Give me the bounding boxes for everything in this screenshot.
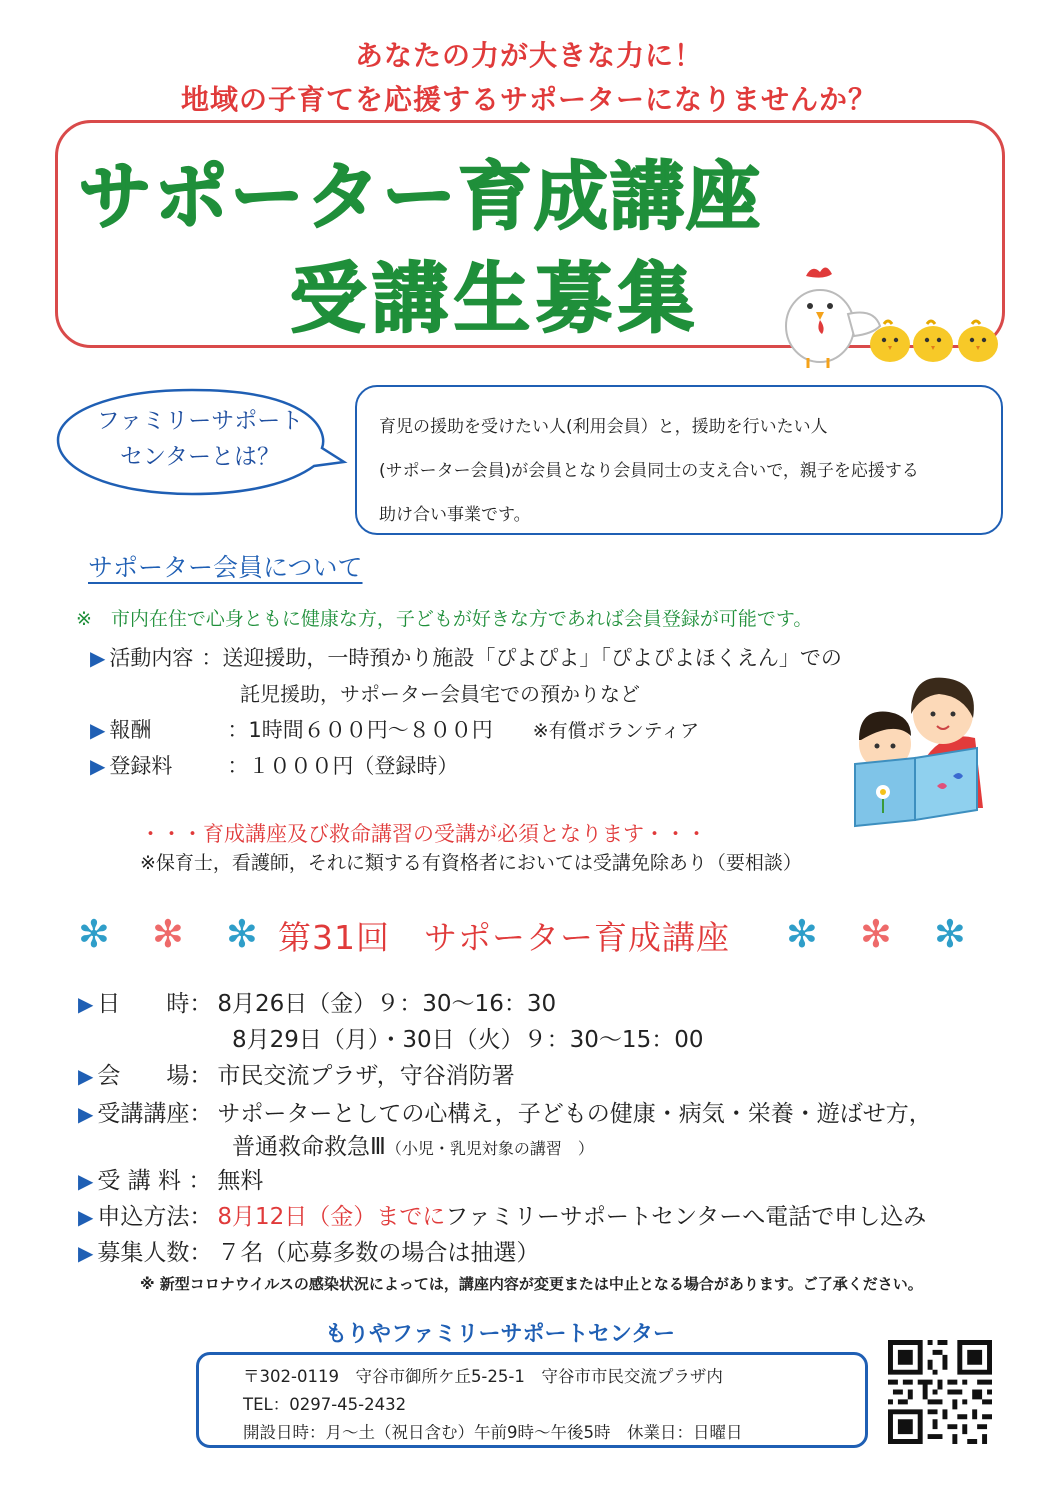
- member-note: ※ 市内在住で心身ともに健康な方，子どもが好きな方であれば会員登録が可能です。: [76, 608, 813, 630]
- main-title: サポーター育成講座: [78, 154, 762, 240]
- reward-note: ※有償ボランティア: [532, 720, 700, 742]
- content-2: 普通救命救急Ⅲ: [232, 1134, 386, 1160]
- covid-note: ※ 新型コロナウイルスの感染状況によっては，講座内容が変更または中止となる場合があります。ご了承ください。: [140, 1275, 923, 1293]
- bubble-text: [80, 403, 320, 475]
- activity-label: 活動内容: [109, 646, 194, 670]
- member-heading: サポーター会員について: [88, 553, 363, 582]
- venue-label: 会 場：: [97, 1063, 213, 1089]
- fee-value: ：１０００円（登録時）: [227, 754, 459, 778]
- triangle-bullet-icon: ▶: [78, 1102, 94, 1126]
- fee-label: 登録料: [109, 754, 173, 778]
- bubble-line-2: センターとは？: [119, 444, 281, 470]
- required-notice: ・・・育成講座及び救命講習の受講が必須となります・・・: [140, 822, 707, 846]
- apply-label: 申込方法：: [97, 1204, 213, 1230]
- apply-deadline: 8月12日（金）までに: [217, 1204, 446, 1230]
- tuition-label: 受 講 料 ：: [97, 1168, 212, 1194]
- triangle-bullet-icon: ▶: [90, 754, 106, 778]
- contact-hours: 開設日時：月～土（祝日含む）午前9時～午後5時 休業日：日曜日: [243, 1423, 743, 1442]
- center-name: もりやファミリーサポートセンター: [325, 1322, 676, 1347]
- reading-family-illustration: [845, 668, 995, 828]
- capacity-row: [78, 1234, 539, 1267]
- course-title: 第31回 サポーター育成講座: [278, 918, 730, 957]
- qr-code-icon[interactable]: [888, 1340, 992, 1444]
- about-box: [355, 385, 1003, 535]
- snowflake-icon: ✻: [78, 912, 110, 956]
- bubble-line-1: ファミリーサポート: [96, 408, 304, 434]
- activity-line-1: ：送迎援助，一時預かり施設「ぴよぴよ」「ぴよぴよほくえん」での: [201, 646, 842, 670]
- triangle-bullet-icon: ▶: [78, 1205, 94, 1229]
- about-line-3: 助け合い事業です。: [379, 505, 531, 525]
- tuition-row: [78, 1162, 263, 1195]
- capacity: ７名（応募多数の場合は抽選）: [217, 1240, 540, 1266]
- snowflake-icon: ✻: [786, 912, 818, 956]
- content-2-note: （小児・乳児対象の講習 ）: [385, 1139, 594, 1158]
- venue-row: [78, 1057, 515, 1090]
- date-label: 日 時：: [97, 991, 213, 1017]
- reward-label: 報酬: [109, 718, 152, 742]
- tuition: 無料: [217, 1168, 264, 1194]
- capacity-label: 募集人数：: [97, 1240, 213, 1266]
- contact-box: [196, 1352, 868, 1448]
- date-1: 8月26日（金）９：30～16：30: [217, 991, 557, 1017]
- triangle-bullet-icon: ▶: [78, 1064, 94, 1088]
- snowflake-icon: ✻: [934, 912, 966, 956]
- triangle-bullet-icon: ▶: [78, 992, 94, 1016]
- content-1: サポーターとしての心構え，子どもの健康・病気・栄養・遊ばせ方，: [217, 1101, 932, 1127]
- activity-line-2: 託児援助，サポーター会員宅での預かりなど: [240, 682, 640, 706]
- chicken-illustration: [770, 258, 1010, 370]
- date-2: 8月29日（月）・30日（火）９：30～15：00: [232, 1027, 704, 1053]
- content-row: [78, 1095, 932, 1128]
- fee-row: [90, 750, 458, 780]
- about-line-1: 育児の援助を受けたい人(利用会員）と，援助を行いたい人: [379, 417, 828, 437]
- triangle-bullet-icon: ▶: [78, 1169, 94, 1193]
- reward-value: ：1時間６００円～８００円: [227, 718, 493, 742]
- content-2-row: [232, 1128, 594, 1161]
- lead-line-2: 地域の子育てを応援するサポーターになりませんか？: [180, 83, 877, 116]
- venue: 市民交流プラザ，守谷消防署: [217, 1063, 515, 1089]
- exemption-note: ※保育士，看護師，それに類する有資格者においては受講免除あり（要相談）: [140, 852, 802, 874]
- snowflake-icon: ✻: [226, 912, 258, 956]
- sub-title: 受講生募集: [290, 254, 700, 343]
- date-row: [78, 985, 556, 1018]
- apply-row: [78, 1198, 926, 1231]
- contact-tel: TEL：0297-45-2432: [243, 1395, 407, 1414]
- reward-row: [90, 714, 699, 744]
- triangle-bullet-icon: ▶: [90, 646, 106, 670]
- triangle-bullet-icon: ▶: [90, 718, 106, 742]
- lead-line-1: あなたの力が大きな力に！: [354, 39, 703, 72]
- contact-address: 〒302-0119 守谷市御所ケ丘5-25-1 守谷市市民交流プラザ内: [243, 1367, 723, 1386]
- about-line-2: (サポーター会員)が会員となり会員同士の支え合いで，親子を応援する: [379, 461, 919, 481]
- snowflake-icon: ✻: [152, 912, 184, 956]
- triangle-bullet-icon: ▶: [78, 1241, 94, 1265]
- snowflake-icon: ✻: [860, 912, 892, 956]
- apply-method: ファミリーサポートセンターへ電話で申し込み: [445, 1204, 927, 1230]
- content-label: 受講講座：: [97, 1101, 213, 1127]
- activity-row: [90, 642, 842, 672]
